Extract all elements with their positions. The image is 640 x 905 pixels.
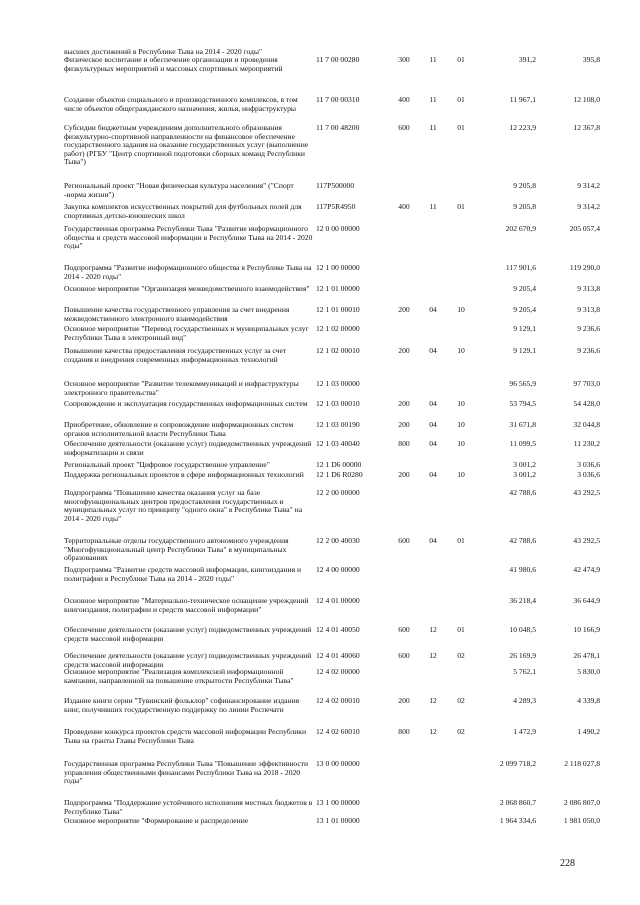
subsection-code: 10 (457, 346, 465, 355)
amount-year-1: 41 980,6 (509, 565, 536, 574)
amount-year-2: 9 314,2 (577, 181, 600, 190)
amount-year-1: 3 001,2 (513, 470, 536, 479)
amount-year-2: 11 230,2 (573, 439, 600, 448)
target-code: 13 1 00 00000 (316, 798, 360, 807)
section-code: 12 (429, 625, 437, 634)
amount-year-2: 26 478,1 (573, 651, 600, 660)
amount-year-1: 1 472,9 (513, 727, 536, 736)
expense-type: 300 (398, 55, 410, 64)
subsection-code: 01 (457, 123, 465, 132)
expense-type: 200 (398, 346, 410, 355)
amount-year-2: 1 490,2 (577, 727, 600, 736)
budget-item-name: Закупка комплектов искусственных покрытий для футбольных полей для спортивных детско-юношеских школ (64, 202, 302, 220)
target-code: 12 2 00 40030 (316, 536, 360, 545)
amount-year-1: 10 048,5 (509, 625, 536, 634)
amount-year-1: 9 205,4 (513, 284, 536, 293)
subsection-code: 02 (457, 651, 465, 660)
amount-year-2: 3 036,6 (577, 460, 600, 469)
amount-year-1: 53 794,5 (509, 399, 536, 408)
target-code: 117P5R4950 (316, 202, 356, 211)
subsection-code: 01 (457, 202, 465, 211)
section-code: 12 (429, 651, 437, 660)
target-code: 12 4 01 40060 (316, 651, 360, 660)
budget-item-name: Региональный проект "Новая физическая культура населения" ("Спорт -норма жизни") (64, 181, 294, 199)
amount-year-2: 43 292,5 (573, 488, 600, 497)
amount-year-2: 2 118 027,8 (564, 759, 600, 768)
amount-year-1: 1 964 334,6 (499, 816, 536, 825)
section-code: 04 (429, 346, 437, 355)
target-code: 13 1 01 00000 (316, 816, 360, 825)
target-code: 117P500000 (316, 181, 355, 190)
budget-item-name: Обеспечение деятельности (оказание услуг) подведомственных учреждений средств массовой информации (64, 625, 312, 643)
amount-year-2: 5 830,0 (577, 667, 600, 676)
amount-year-2: 54 428,0 (573, 399, 600, 408)
amount-year-2: 97 703,0 (573, 379, 600, 388)
section-code: 04 (429, 439, 437, 448)
amount-year-1: 9 129,1 (513, 346, 536, 355)
expense-type: 200 (398, 696, 410, 705)
expense-type: 600 (398, 625, 410, 634)
expense-type: 800 (398, 727, 410, 736)
target-code: 12 1 00 00000 (316, 263, 360, 272)
amount-year-2: 32 044,8 (573, 420, 600, 429)
target-code: 12 4 01 00000 (316, 596, 360, 605)
amount-year-1: 42 788,6 (509, 536, 536, 545)
expense-type: 600 (398, 651, 410, 660)
budget-item-name: Государственная программа Республики Тыва "Повышение эффективности управления общественными финансами Республики Тыва на 2018 - 2020 годы" (64, 759, 309, 785)
section-code: 04 (429, 470, 437, 479)
section-code: 04 (429, 420, 437, 429)
amount-year-2: 9 236,6 (577, 324, 600, 333)
amount-year-1: 9 205,8 (513, 202, 536, 211)
budget-item-name: Подпрограмма "Повышение качества оказания услуг на базе многофункциональных центров предоставления государственных и муниципальных услуг по принципу "одного окна" в Республике Тыва" на 2014 - 2020 годы" (64, 488, 303, 523)
page-number: 228 (560, 858, 575, 869)
expense-type: 200 (398, 470, 410, 479)
budget-item-name: Поддержка региональных проектов в сфере информационных технологий (64, 470, 304, 479)
amount-year-1: 2 099 718,2 (499, 759, 536, 768)
amount-year-1: 11 099,5 (509, 439, 536, 448)
target-code: 12 0 00 00000 (316, 224, 360, 233)
expense-type: 600 (398, 536, 410, 545)
amount-year-1: 117 901,6 (505, 263, 536, 272)
expense-type: 200 (398, 420, 410, 429)
target-code: 13 0 00 00000 (316, 759, 360, 768)
amount-year-2: 1 981 050,0 (563, 816, 600, 825)
amount-year-1: 9 129,1 (513, 324, 536, 333)
amount-year-2: 3 036,6 (577, 470, 600, 479)
budget-item-name: Основное мероприятие "Перевод государственных и муниципальных услуг Республики Тыва в электронный вид" (64, 324, 309, 342)
target-code: 11 7 00 00280 (316, 55, 360, 64)
subsection-code: 10 (457, 439, 465, 448)
subsection-code: 01 (457, 55, 465, 64)
amount-year-2: 205 057,4 (569, 224, 600, 233)
budget-item-name: Создание объектов социального и производственного комплексов, в том числе объектов общегражданского назначения, жилья, инфраструктуры (64, 95, 298, 113)
amount-year-2: 12 367,8 (573, 123, 600, 132)
amount-year-1: 11 967,1 (509, 95, 536, 104)
budget-item-name: Подпрограмма "Развитие средств массовой информации, книгоиздания и полиграфии в Республике Тыва на 2014 - 2020 годы" (64, 565, 302, 583)
amount-year-2: 2 086 807,0 (563, 798, 600, 807)
target-code: 12 4 01 40050 (316, 625, 360, 634)
amount-year-1: 3 001,2 (513, 460, 536, 469)
expense-type: 600 (398, 123, 410, 132)
section-code: 11 (429, 55, 437, 64)
budget-item-name: Территориальные отделы государственного автономного учреждения "Многофункциональный центр Республики Тыва" в муниципальных образованиях (64, 536, 289, 562)
subsection-code: 10 (457, 470, 465, 479)
budget-item-name: Обеспечение деятельности (оказание услуг) подведомственных учреждений информатизации и связи (64, 439, 312, 457)
target-code: 12 1 02 00010 (316, 346, 360, 355)
amount-year-2: 9 313,8 (577, 284, 600, 293)
amount-year-2: 43 292,5 (573, 536, 600, 545)
budget-item-name: Подпрограмма "Поддержание устойчивого исполнения местных бюджетов в Республике Тыва" (64, 798, 313, 816)
target-code: 12 1 D6 R0280 (316, 470, 363, 479)
target-code: 12 1 03 00010 (316, 399, 360, 408)
section-code: 04 (429, 536, 437, 545)
budget-item-name: Сопровождение и эксплуатация государственных информационных систем (64, 399, 308, 408)
target-code: 12 1 D6 00000 (316, 460, 362, 469)
expense-type: 200 (398, 399, 410, 408)
amount-year-1: 2 068 860,7 (499, 798, 536, 807)
target-code: 12 4 02 00000 (316, 667, 360, 676)
budget-item-name: Основное мероприятие "Реализация комплексной информационной кампании, направленной на повышение открытости Республики Тыва" (64, 667, 294, 685)
amount-year-2: 9 313,8 (577, 305, 600, 314)
budget-item-name: Проведение конкурса проектов средств массовой информации Республики Тыва на гранты Главы Республики Тыва (64, 727, 307, 745)
subsection-code: 01 (457, 625, 465, 634)
budget-item-name: Физическое воспитание и обеспечение организации и проведения физкультурных мероприятий и массовых спортивных мероприятий (64, 55, 283, 73)
subsection-code: 02 (457, 727, 465, 736)
amount-year-2: 42 474,9 (573, 565, 600, 574)
amount-year-1: 202 670,9 (505, 224, 536, 233)
subsection-code: 02 (457, 696, 465, 705)
budget-item-name: Основное мероприятие "Материально-техническое оснащение учреждений книгоиздания, полиграфии и средств массовой информации" (64, 596, 309, 614)
target-code: 12 1 03 00000 (316, 379, 360, 388)
target-code: 12 1 01 00010 (316, 305, 360, 314)
amount-year-1: 12 223,9 (509, 123, 536, 132)
target-code: 12 1 03 00190 (316, 420, 360, 429)
budget-item-name: Основное мероприятие "Организация межведомственного взаимодействия" (64, 284, 310, 293)
target-code: 12 4 00 00000 (316, 565, 360, 574)
amount-year-2: 36 644,9 (573, 596, 600, 605)
budget-item-name: Основное мероприятие "Развитие телекоммуникаций и инфраструктуры электронного правительства" (64, 379, 299, 397)
amount-year-1: 9 205,4 (513, 305, 536, 314)
budget-item-name: Государственная программа Республики Тыва "Развитие информационного общества и средств массовой информации в Республике Тыва на 2014 - 2020 годы" (64, 224, 313, 250)
amount-year-1: 391,2 (518, 55, 536, 64)
budget-item-name: Подпрограмма "Развитие информационного общества в Республике Тыва на 2014 - 2020 годы" (64, 263, 312, 281)
target-code: 12 1 02 00000 (316, 324, 360, 333)
target-code: 11 7 00 00310 (316, 95, 360, 104)
amount-year-1: 5 762,1 (513, 667, 536, 676)
amount-year-2: 12 108,0 (573, 95, 600, 104)
subsection-code: 10 (457, 420, 465, 429)
amount-year-2: 9 236,6 (577, 346, 600, 355)
budget-item-name: Повышение качества государственного управления за счет внедрения межведомственного электронного взаимодействия (64, 305, 290, 323)
expense-type: 800 (398, 439, 410, 448)
subsection-code: 10 (457, 305, 465, 314)
subsection-code: 01 (457, 95, 465, 104)
amount-year-2: 395,8 (582, 55, 600, 64)
target-code: 12 4 02 00010 (316, 696, 360, 705)
target-code: 12 1 03 40040 (316, 439, 360, 448)
section-code: 11 (429, 202, 437, 211)
budget-item-name: Основное мероприятие "Формирование и распределение (64, 816, 249, 825)
section-code: 12 (429, 727, 437, 736)
section-code: 04 (429, 399, 437, 408)
budget-item-name: Субсидии бюджетным учреждениям дополнительного образования физкультурно-спортивной направленности на финансовое обеспечение государственного задания на оказание государственных услуг (выполнение работ) (РГБУ "Центр спортивной подготовки сборных команд Республики Тыва") (64, 123, 309, 166)
amount-year-2: 10 166,9 (573, 625, 600, 634)
section-code: 04 (429, 305, 437, 314)
section-code: 11 (429, 123, 437, 132)
section-code: 11 (429, 95, 437, 104)
expense-type: 400 (398, 202, 410, 211)
budget-item-name: Издание книги серии "Тувинский фольклор" софинансирование издания книг, получивших государственную поддержку по линии Роспечати (64, 696, 300, 714)
section-code: 12 (429, 696, 437, 705)
amount-year-1: 26 169,9 (509, 651, 536, 660)
target-code: 12 2 00 00000 (316, 488, 360, 497)
amount-year-1: 42 788,6 (509, 488, 536, 497)
amount-year-1: 36 218,4 (509, 596, 536, 605)
budget-item-name: Приобретение, обновление и сопровождение информационных систем органов исполнительной власти Республики Тыва (64, 420, 294, 438)
target-code: 11 7 00 48200 (316, 123, 360, 132)
target-code: 12 1 01 00000 (316, 284, 360, 293)
amount-year-1: 31 671,8 (509, 420, 536, 429)
budget-item-name: высших достижений в Республике Тыва на 2014 - 2020 годы" (64, 47, 263, 56)
budget-item-name: Региональный проект "Цифровое государственное управление" (64, 460, 270, 469)
expense-type: 200 (398, 305, 410, 314)
amount-year-1: 9 205,8 (513, 181, 536, 190)
target-code: 12 4 02 60010 (316, 727, 360, 736)
budget-item-name: Обеспечение деятельности (оказание услуг) подведомственных учреждений средств массовой информации (64, 651, 312, 669)
amount-year-2: 119 290,0 (569, 263, 600, 272)
expense-type: 400 (398, 95, 410, 104)
amount-year-1: 4 289,3 (513, 696, 536, 705)
subsection-code: 10 (457, 399, 465, 408)
budget-item-name: Повышение качества предоставления государственных услуг за счет создания и внедрения современных информационных технологий (64, 346, 287, 364)
amount-year-2: 9 314,2 (577, 202, 600, 211)
amount-year-2: 4 339,8 (577, 696, 600, 705)
amount-year-1: 96 565,9 (509, 379, 536, 388)
subsection-code: 01 (457, 536, 465, 545)
